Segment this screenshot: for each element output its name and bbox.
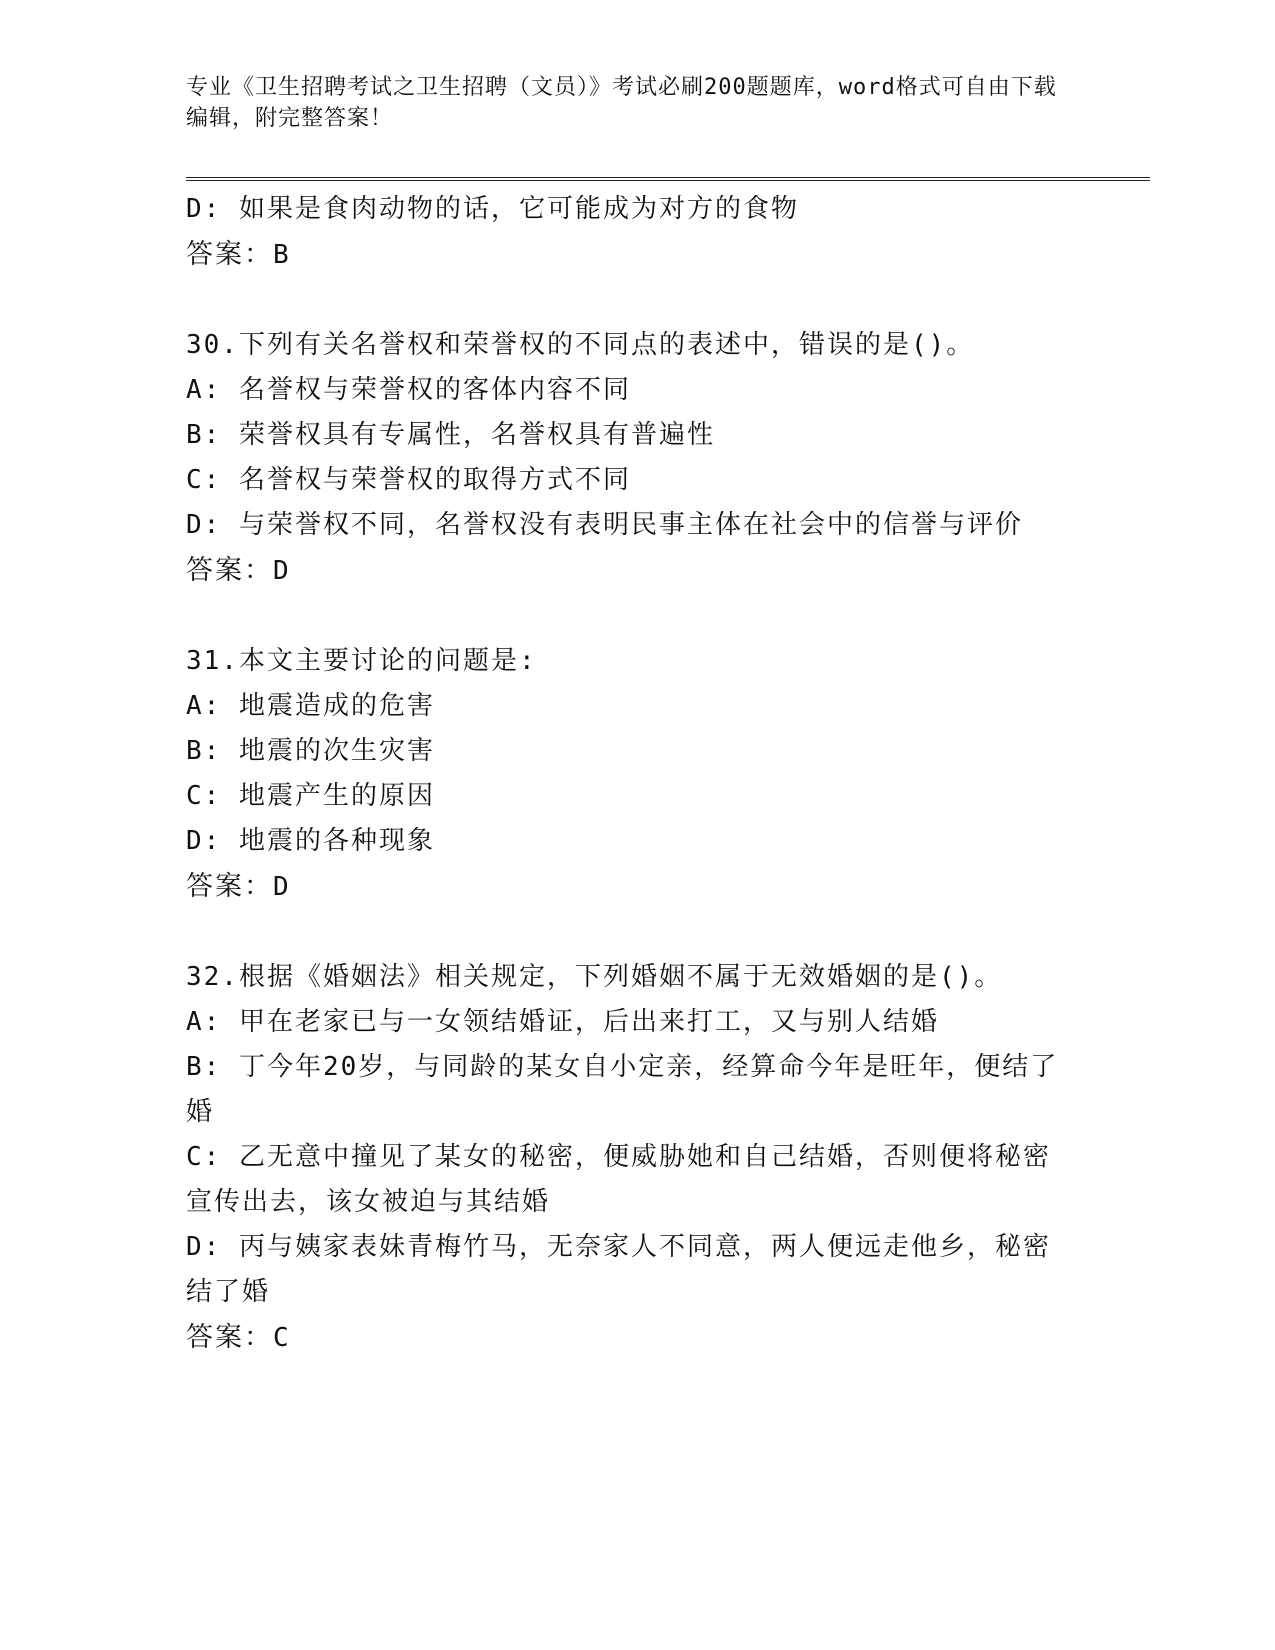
- question-answer: [186, 1315, 1076, 1361]
- answer-label: 答案：: [186, 239, 273, 270]
- answer-label: 答案：: [186, 555, 273, 586]
- option-c: C: 名誉权与荣誉权的取得方式不同: [186, 465, 631, 495]
- option-d: D: 地震的各种现象: [186, 826, 435, 856]
- page-header: 专业《卫生招聘考试之卫生招聘（文员）》考试必刷200题题库，word格式可自由下载编辑，附完整答案！: [186, 75, 1057, 131]
- answer-label: 答案：: [186, 1322, 273, 1353]
- answer-value: D: [273, 556, 291, 586]
- option-b: B: 地震的次生灾害: [186, 736, 435, 766]
- answer-label: 答案：: [186, 871, 273, 902]
- option-b: B: 丁今年20岁，与同龄的某女自小定亲，经算命今年是旺年，便结了婚: [186, 1052, 1059, 1127]
- question-stem: 32.根据《婚姻法》相关规定，下列婚姻不属于无效婚姻的是()。: [186, 962, 1003, 992]
- answer-value: C: [273, 1323, 291, 1353]
- answer-value: D: [273, 872, 291, 902]
- option-b: B: 荣誉权具有专属性，名誉权具有普遍性: [186, 420, 715, 450]
- carryover-option-d: D: 如果是食肉动物的话，它可能成为对方的食物: [186, 194, 799, 224]
- option-d: D: 丙与姨家表妹青梅竹马，无奈家人不同意，两人便远走他乡，秘密结了婚: [186, 1232, 1051, 1307]
- option-c: C: 地震产生的原因: [186, 781, 435, 811]
- question-31: [186, 639, 1076, 910]
- header-divider: [186, 177, 1150, 181]
- question-answer: [186, 864, 1076, 910]
- question-answer: [186, 548, 1076, 594]
- document-body: [186, 187, 1076, 1361]
- question-32: [186, 955, 1076, 1361]
- question-30: [186, 323, 1076, 594]
- option-c: C: 乙无意中撞见了某女的秘密，便威胁她和自己结婚，否则便将秘密宣传出去，该女被迫与其结婚: [186, 1142, 1051, 1217]
- option-d: D: 与荣誉权不同，名誉权没有表明民事主体在社会中的信誉与评价: [186, 510, 1023, 540]
- answer-value: B: [273, 240, 291, 270]
- option-a: A: 甲在老家已与一女领结婚证，后出来打工，又与别人结婚: [186, 1007, 939, 1037]
- option-a: A: 名誉权与荣誉权的客体内容不同: [186, 375, 631, 405]
- carryover-answer: [186, 232, 1076, 278]
- question-stem: 31.本文主要讨论的问题是:: [186, 646, 537, 676]
- option-a: A: 地震造成的危害: [186, 691, 435, 721]
- question-stem: 30.下列有关名誉权和荣誉权的不同点的表述中，错误的是()。: [186, 330, 975, 360]
